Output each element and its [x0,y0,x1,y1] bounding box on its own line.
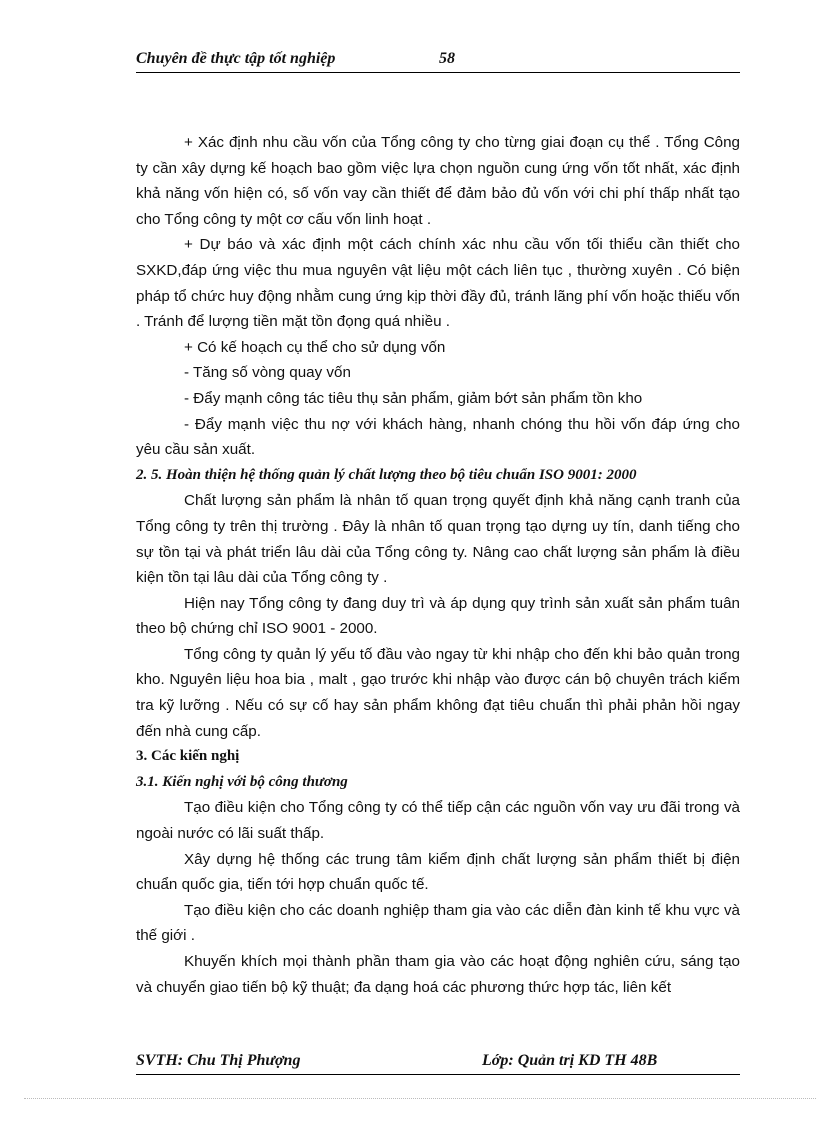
paragraph: Khuyến khích mọi thành phần tham gia vào các hoạt động nghiên cứu, sáng tạo và chuyển giao tiến bộ kỹ thuật; đa dạng hoá các phương thức hợp tác, liên kết [136,953,740,996]
paragraph: - Đẩy mạnh công tác tiêu thụ sản phẩm, giảm bớt sản phẩm tồn kho [184,389,643,407]
student-name: SVTH: Chu Thị Phượng [136,1052,301,1069]
paragraph: Tạo điều kiện cho các doanh nghiệp tham gia vào các diễn đàn kinh tế khu vực và thế giới . [136,901,740,945]
document-body [136,130,740,1000]
section-heading-3: 3. Các kiến nghị [136,748,240,765]
page-number: 58 [439,50,455,67]
paragraph: - Đẩy mạnh việc thu nợ với khách hàng, nhanh chóng thu hồi vốn đáp ứng cho yêu cầu sản xuất. [136,415,740,459]
paragraph: Chất lượng sản phẩm là nhân tố quan trọng quyết định khả năng cạnh tranh của Tổng công ty trên thị trường . Đây là nhân tố quan trọng tạo dựng uy tín, danh tiếng cho sự tồn tại và phát triển lâu dài của Tổng công ty. Nâng cao chất lượng sản phẩm là điều kiện tồn tại lâu dài của Tổng công ty . [136,492,740,587]
paragraph: Hiện nay Tổng công ty đang duy trì và áp dụng quy trình sản xuất sản phẩm tuân theo bộ chứng chỉ ISO 9001 - 2000. [136,594,740,638]
class-name: Lớp: Quản trị KD TH 48B [482,1052,658,1069]
paragraph: + Dự báo và xác định một cách chính xác nhu cầu vốn tối thiểu cần thiết cho SXKD,đáp ứng việc thu mua nguyên vật liệu một cách liên tục , thường xuyên . Có biện pháp tổ chức huy động nhằm cung ứng kịp thời đầy đủ, tránh lãng phí vốn hoặc thiếu vốn . Tránh để lượng tiền mặt tồn đọng quá nhiều . [136,236,740,331]
section-heading-3-1: 3.1. Kiến nghị với bộ công thương [136,773,348,790]
paragraph: + Xác định nhu cầu vốn của Tổng công ty cho từng giai đoạn cụ thể . Tổng Công ty cần xây dựng kế hoạch bao gồm việc lựa chọn nguồn cung ứng vốn tốt nhất, xác định khả năng vốn hiện có, số vốn vay cần thiết để đảm bảo đủ vốn với chi phí thấp nhất tạo cho Tổng công ty một cơ cấu vốn linh hoạt . [136,134,740,228]
paragraph: Tạo điều kiện cho Tổng công ty có thể tiếp cận các nguồn vốn vay ưu đãi trong và ngoài nước có lãi suất thấp. [136,799,740,843]
document-title: Chuyên đề thực tập tốt nghiệp [136,50,336,67]
paragraph: + Có kế hoạch cụ thể cho sử dụng vốn [184,338,446,356]
page-edge-divider [24,1098,816,1099]
section-heading-2-5: 2. 5. Hoàn thiện hệ thống quản lý chất lượng theo bộ tiêu chuẩn ISO 9001: 2000 [136,466,637,483]
page-header [136,48,740,73]
paragraph: Tổng công ty quản lý yếu tố đầu vào ngay từ khi nhập cho đến khi bảo quản trong kho. Nguyên liệu hoa bia , malt , gạo trước khi nhập vào được cán bộ chuyên trách kiểm tra kỹ lưỡng . Nếu có sự cố hay sản phẩm không đạt tiêu chuẩn thì phải phản hồi ngay đến nhà cung cấp. [136,645,740,740]
paragraph: Xây dựng hệ thống các trung tâm kiểm định chất lượng sản phẩm thiết bị điện chuẩn quốc gia, tiến tới hợp chuẩn quốc tế. [136,850,740,894]
paragraph: - Tăng số vòng quay vốn [184,364,351,382]
page-footer [136,1050,740,1075]
